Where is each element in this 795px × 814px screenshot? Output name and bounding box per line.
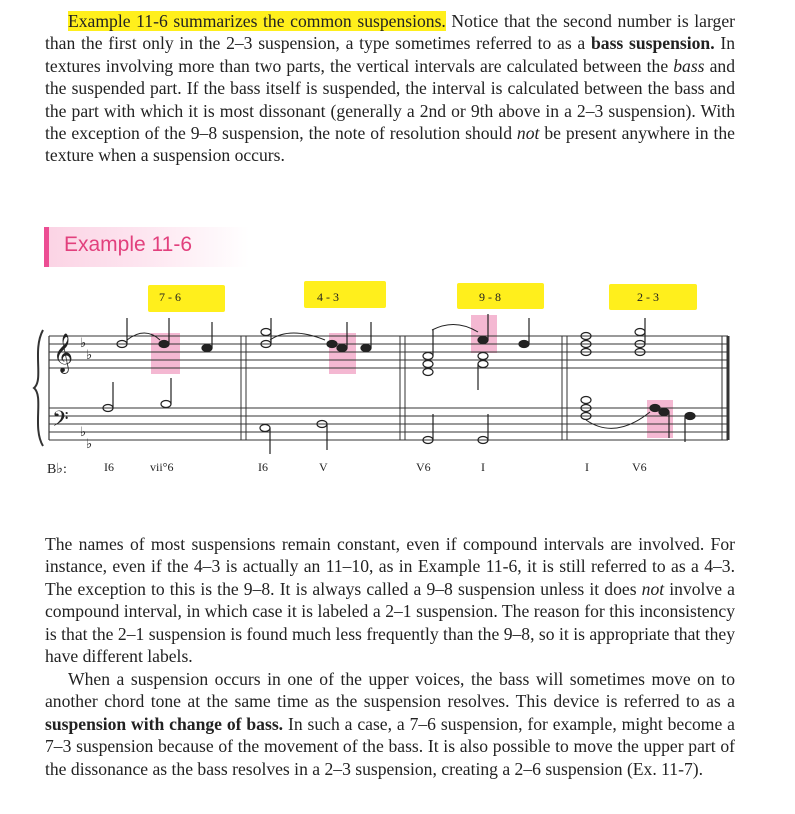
- svg-text:♭: ♭: [86, 437, 93, 452]
- analysis-chord: I: [585, 460, 589, 474]
- figure-7-6: 7 - 6: [159, 290, 181, 304]
- figure-2-3: 2 - 3: [637, 290, 659, 304]
- svg-text:𝄢: 𝄢: [52, 407, 69, 437]
- example-heading-label: Example 11-6: [64, 233, 193, 256]
- figure-9-8: 9 - 8: [479, 290, 501, 304]
- key-label: B♭:: [47, 462, 67, 477]
- paragraph-compound-intervals: The names of most suspensions remain constant, even if compound intervals are involved. For instance, even if the 4–3 is actually an 11–10, as in Example 11-6, it is still referred to as a 4–3. The exception to this is the 9–8. It is always called a 9–8 suspension unless it does not involve a compound interval, in which case it is labeled a 2–1 suspension. The reason for this inconsistency is that the 2–1 suspension is found much less frequently than the 9–8, so it is appropriate that they have different labels.: [45, 534, 735, 667]
- paragraph-intro: Example 11-6 summarizes the common suspensions. Notice that the second number is larger than the first only in the 2–3 suspension, a type sometimes referred to as a bass suspension. In textures involving more than two parts, the vertical intervals are calculated between the bass and the suspended part. If the bass itself is suspended, the interval is calculated between the bass and the part with which it is most dissonant (generally a 2nd or 9th above in a 2–3 suspension). With the exception of the 9–8 suspension, the note of resolution should not be present anywhere in the texture when a suspension occurs.: [45, 11, 736, 166]
- paragraph-change-of-bass: When a suspension occurs in one of the upper voices, the bass will sometimes move on to another chord tone at the same time as the suspension resolves. This device is referred to as a suspension with change of bass. In such a case, a 7–6 suspension, for example, might become a 7–3 suspension because of the movement of the bass. It is also possible to move the upper part of the dissonance as the bass resolves in a 2–3 suspension, creating a 2–6 suspension (Ex. 11-7).: [45, 669, 735, 779]
- term-bass-suspension: bass suspension.: [591, 33, 715, 54]
- analysis-chord: I6: [104, 460, 114, 474]
- highlighted-sentence: Example 11-6 summarizes the common suspensions.: [68, 11, 446, 31]
- analysis-chord: V: [319, 460, 328, 474]
- figure-4-3: 4 - 3: [317, 290, 339, 304]
- analysis-chord: vii°6: [150, 460, 174, 474]
- svg-text:𝄞: 𝄞: [53, 333, 74, 373]
- svg-text:♭: ♭: [80, 425, 87, 440]
- svg-text:♭: ♭: [86, 348, 93, 363]
- analysis-chord: V6: [632, 460, 647, 474]
- analysis-chord: I6: [258, 460, 268, 474]
- svg-text:♭: ♭: [80, 336, 87, 351]
- analysis-chord: V6: [416, 460, 431, 474]
- term-suspension-change-of-bass: suspension with change of bass.: [45, 713, 284, 734]
- analysis-chord: I: [481, 460, 485, 474]
